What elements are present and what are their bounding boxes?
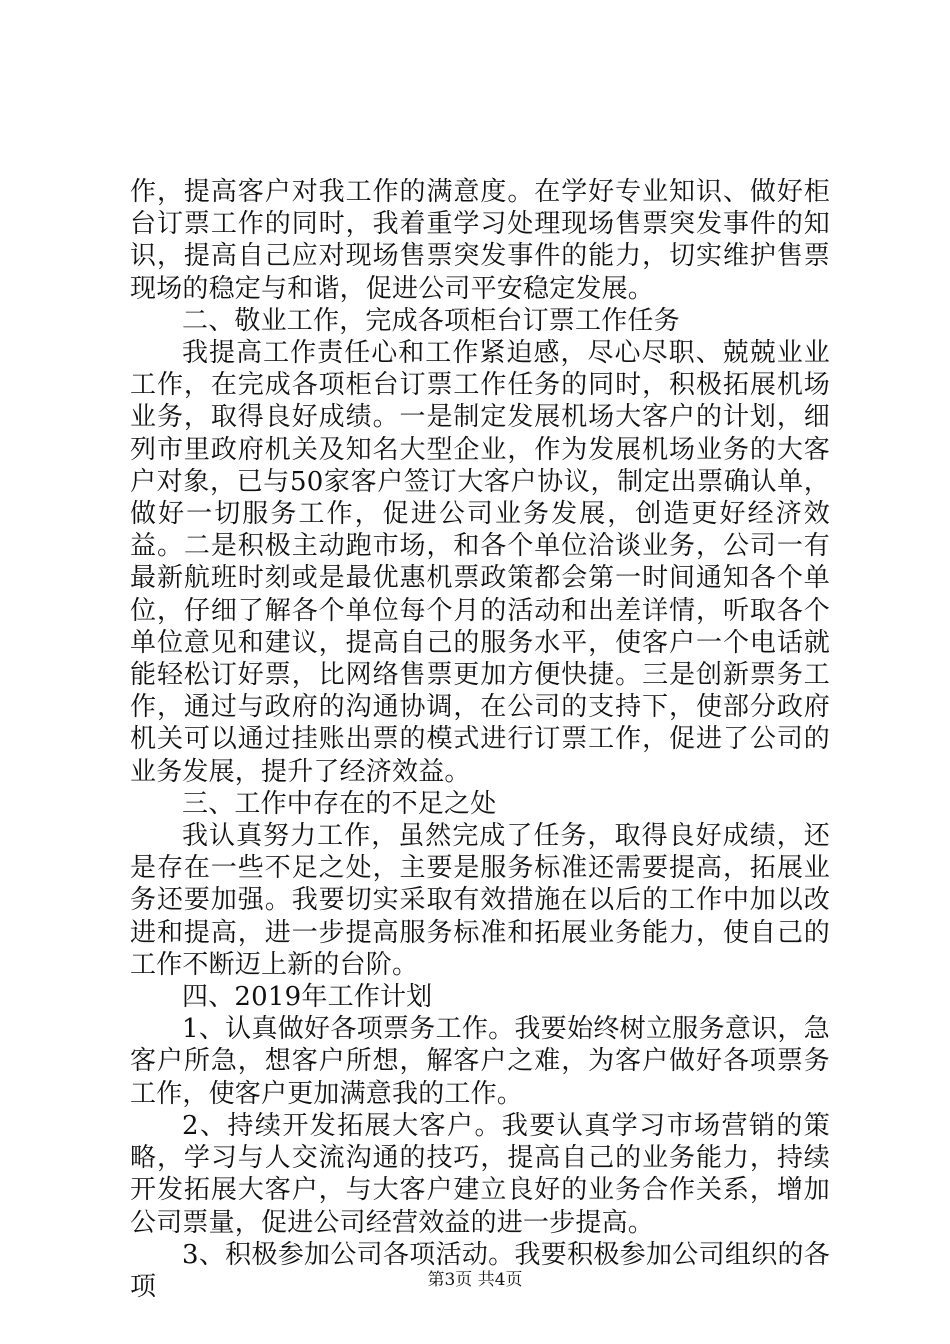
paragraph-5: 我认真努力工作，虽然完成了任务，取得良好成绩，还是存在一些不足之处，主要是服务标准还需要提高，拓展业务还要加强。我要切实采取有效措施在以后的工作中加以改进和提高，进一步提高服务标准和拓展业务能力，使自己的工作不断迈上新的台阶。 [130, 821, 830, 980]
section-heading-3: 三、工作中存在的不足之处 [182, 788, 497, 819]
plan-item-1: 1、认真做好各项票务工作。我要始终树立服务意识，急客户所急，想客户所想，解客户之难，为客户做好各项票务工作，使客户更加满意我的工作。 [130, 1014, 830, 1109]
paragraph-3: 我提高工作责任心和工作紧迫感，尽心尽职、兢兢业业工作，在完成各项柜台订票工作任务的同时，积极拓展机场业务，取得良好成绩。一是制定发展机场大客户的计划，细列市里政府机关及知名大型企业，作为发展机场业务的大客户对象，已与50家客户签订大客户协议，制定出票确认单，做好一切服务工作，促进公司业务发展，创造更好经济效益。二是积极主动跑市场，和各个单位洽谈业务，公司一有最新航班时刻或是最优惠机票政策都会第一时间通知各个单位，仔细了解各个单位每个月的活动和出差详情，听取各个单位意见和建议，提高自己的服务水平，使客户一个电话就能轻松订好票，比网络售票更加方便快捷。三是创新票务工作，通过与政府的沟通协调，在公司的支持下，使部分政府机关可以通过挂账出票的模式进行订票工作，促进了公司的业务发展，提升了经济效益。 [130, 338, 830, 787]
document-body [130, 176, 830, 1303]
plan-item-2: 2、持续开发拓展大客户。我要认真学习市场营销的策略，学习与人交流沟通的技巧，提高自己的业务能力，持续开发拓展大客户，与大客户建立良好的业务合作关系，增加公司票量，促进公司经营效益的进一步提高。 [130, 1110, 830, 1238]
plan-item-3: 3、积极参加公司各项活动。我要积极参加公司组织的各项 [130, 1239, 830, 1302]
section-heading-4: 四、2019年工作计划 [182, 982, 433, 1013]
paragraph-1: 作，提高客户对我工作的满意度。在学好专业知识、做好柜台订票工作的同时，我着重学习处理现场售票突发事件的知识，提高自己应对现场售票突发事件的能力，切实维护售票现场的稳定与和谐，促进公司平安稳定发展。 [130, 177, 830, 304]
page-number-footer: 第3页 共4页 [427, 1270, 523, 1290]
section-heading-2: 二、敬业工作，完成各项柜台订票工作任务 [182, 305, 680, 336]
